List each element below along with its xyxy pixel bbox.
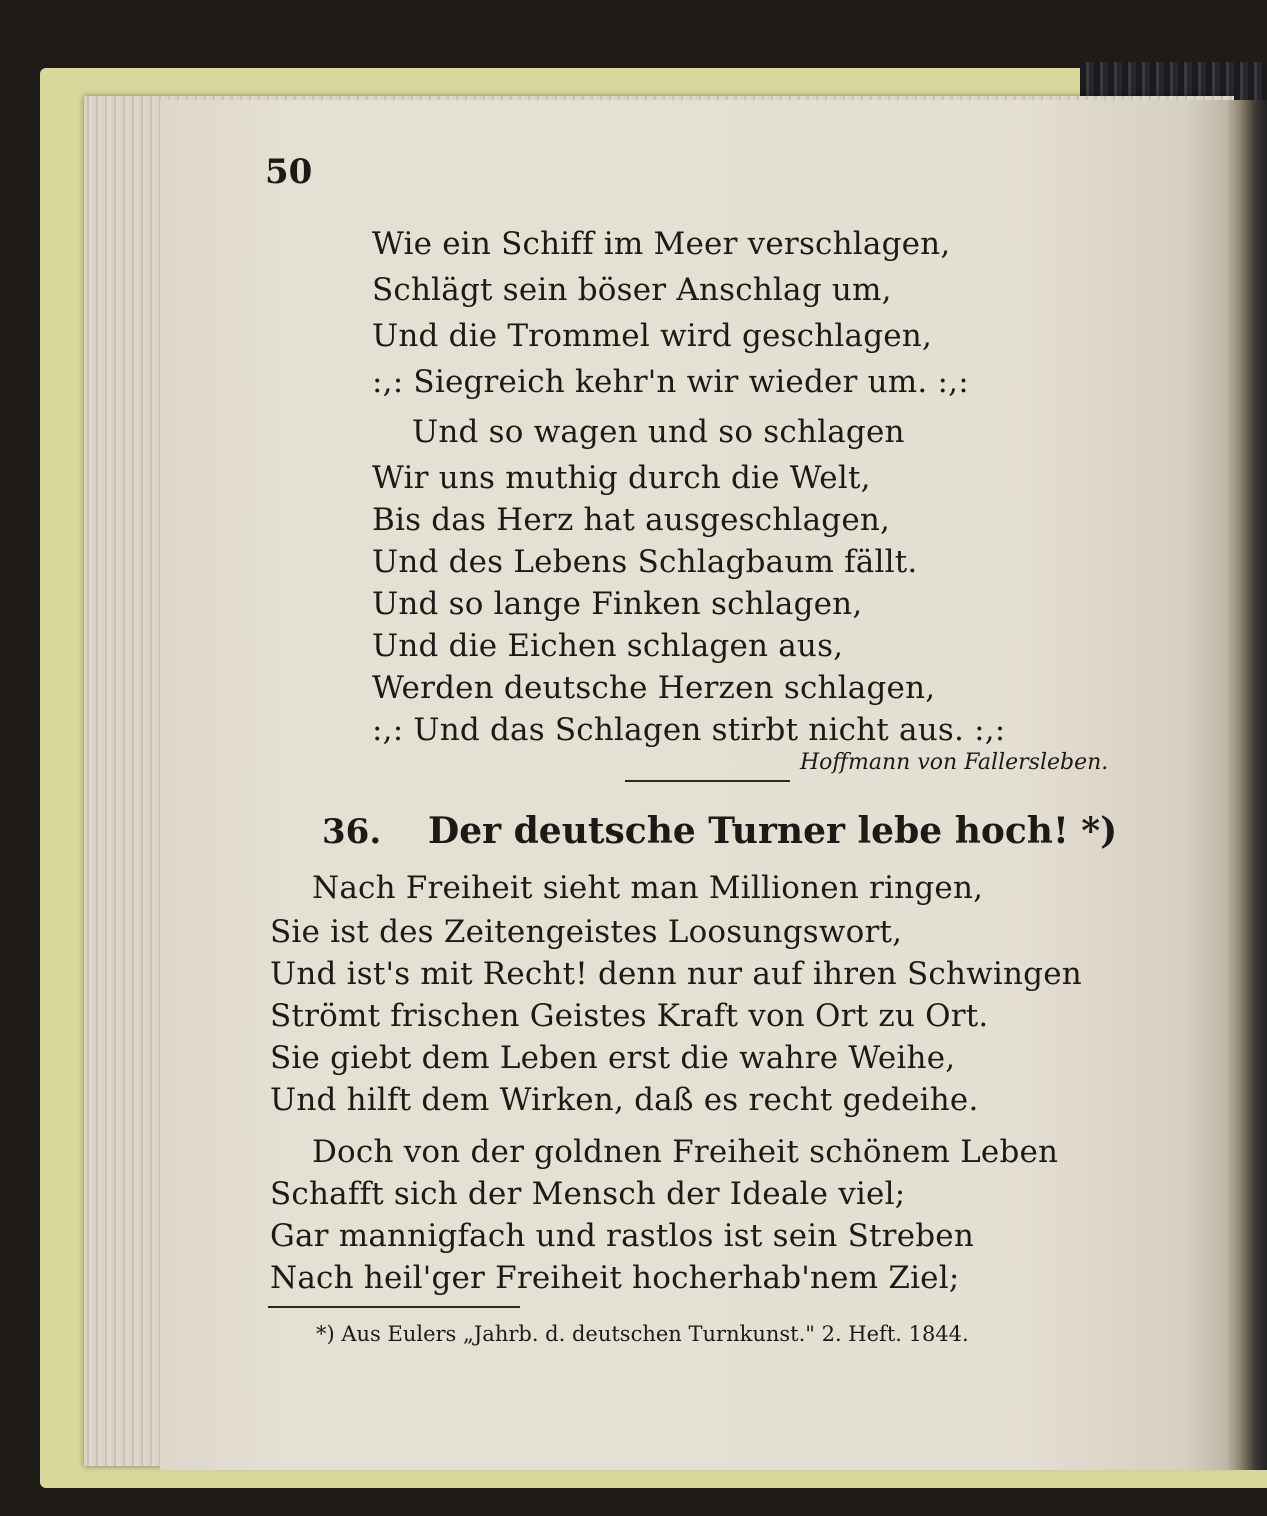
verse-line: :,: Und das Schlagen stirbt nicht aus. :,: bbox=[372, 712, 1006, 748]
verse-line: :,: Siegreich kehr'n wir wieder um. :,: bbox=[372, 364, 969, 400]
poem-number: 36. bbox=[322, 812, 382, 852]
poem-title: Der deutsche Turner lebe hoch! *) bbox=[428, 810, 1118, 852]
verse-line: Sie ist des Zeitengeistes Loosungswort, bbox=[270, 914, 903, 950]
verse-line: Schlägt sein böser Anschlag um, bbox=[372, 272, 892, 308]
page-number: 50 bbox=[265, 152, 313, 192]
footnote: *) Aus Eulers „Jahrb. d. deutschen Turnkunst." 2. Heft. 1844. bbox=[316, 1322, 969, 1346]
verse-line: Strömt frischen Geistes Kraft von Ort zu Ort. bbox=[270, 998, 989, 1034]
verse-line: Schafft sich der Mensch der Ideale viel; bbox=[270, 1176, 906, 1212]
verse-line: Und die Eichen schlagen aus, bbox=[372, 628, 844, 664]
verse-line: Wie ein Schiff im Meer verschlagen, bbox=[372, 226, 951, 262]
verse-line: Gar mannigfach und rastlos ist sein Streben bbox=[270, 1218, 974, 1254]
verse-line: Bis das Herz hat ausgeschlagen, bbox=[372, 502, 891, 538]
verse-line: Und so wagen und so schlagen bbox=[412, 414, 905, 450]
verse-line: Und so lange Finken schlagen, bbox=[372, 586, 863, 622]
verse-line: Nach Freiheit sieht man Millionen ringen, bbox=[312, 870, 984, 906]
section-divider bbox=[625, 780, 790, 782]
verse-line: Und die Trommel wird geschlagen, bbox=[372, 318, 933, 354]
verse-line: Wir uns muthig durch die Welt, bbox=[372, 460, 871, 496]
verse-line: Und hilft dem Wirken, daß es recht gedeihe. bbox=[270, 1082, 979, 1118]
verse-line: Und des Lebens Schlagbaum fällt. bbox=[372, 544, 918, 580]
verse-line: Sie giebt dem Leben erst die wahre Weihe, bbox=[270, 1040, 956, 1076]
verse-line: Nach heil'ger Freiheit hocherhab'nem Ziel; bbox=[270, 1260, 960, 1296]
verse-line: Doch von der goldnen Freiheit schönem Leben bbox=[312, 1134, 1059, 1170]
verse-line: Werden deutsche Herzen schlagen, bbox=[372, 670, 936, 706]
book-gutter bbox=[1228, 100, 1267, 1470]
verse-line: Und ist's mit Recht! denn nur auf ihren Schwingen bbox=[270, 956, 1082, 992]
footnote-divider bbox=[268, 1306, 520, 1308]
poem-author: Hoffmann von Fallersleben. bbox=[800, 750, 1109, 775]
